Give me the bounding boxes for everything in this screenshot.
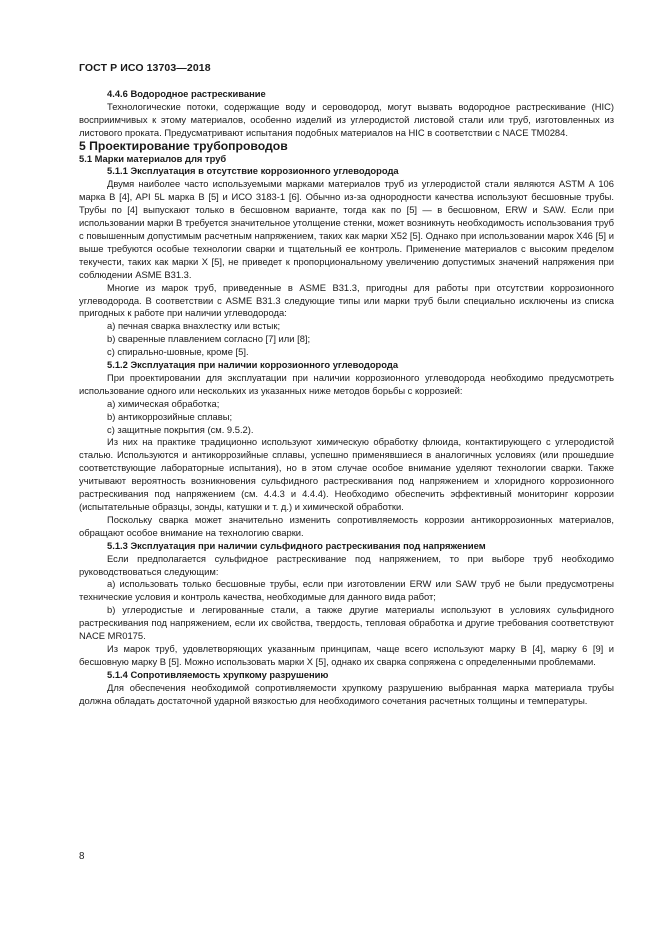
page-number: 8 <box>79 851 85 862</box>
paragraph: Из них на практике традиционно используют химическую обработку флюида, контактирующего с углеродистой сталью. Используются и антикоррозийные сплавы, успешно применявшиеся в аналогичных условиях (или прошедшие соответствующие лабораторные испытания), но в этом случае особое внимание уделяют технологии сварки. Также учитывают вероятность возникновения сульфидного растрескивания под напряжением и хлоридного коррозионного растрескивания под напряжением (см. 4.4.3 и 4.4.4). Необходимо обеспечить эффективный мониторинг коррозии (испытательные образцы, зонды, катушки и т. д.) и химической обработки. <box>79 436 614 512</box>
section-5-1-1-title: 5.1.1 Эксплуатация в отсутствие коррозионного углеводорода <box>107 165 399 177</box>
list-item: a) химическая обработка; <box>107 397 220 409</box>
paragraph: Поскольку сварка может значительно изменить сопротивляемость коррозии антикоррозионных материалов, обращают особое внимание на технологию сварки. <box>79 513 614 538</box>
list-item: c) защитные покрытия (см. 9.5.2). <box>107 423 254 435</box>
document-header: ГОСТ Р ИСО 13703—2018 <box>79 62 211 74</box>
section-4-4-6-title: 4.4.6 Водородное растрескивание <box>107 88 266 99</box>
section-5-1-4-title: 5.1.4 Сопротивляемость хрупкому разрушению <box>107 668 329 680</box>
section-5-title: 5 Проектирование трубопроводов <box>79 138 288 153</box>
page-content <box>79 88 614 708</box>
list-item: a) использовать только бесшовные трубы, если при изготовлении ERW или SAW труб не были предусмотрены технические условия и контроль качества, необходимые для данного вида работ; <box>79 578 614 603</box>
paragraph: Из марок труб, удовлетворяющих указанным принципам, чаще всего используют марку B [4], марку 6 [9] и бесшовную марку B [5]. Можно использовать марки X [5], однако их сварка сопряжена с определенными проблемами. <box>79 642 614 667</box>
paragraph: При проектировании для эксплуатации при наличии коррозионного углеводорода необходимо предусмотреть использование одного или нескольких из указанных ниже методов борьбы с коррозией: <box>79 371 614 396</box>
paragraph: Если предполагается сульфидное растрескивание под напряжением, то при выборе труб необходимо руководствоваться следующим: <box>79 552 614 577</box>
list-item: b) углеродистые и легированные стали, а также другие материалы используют в условиях сульфидного растрескивания под напряжением, если их свойства, твердость, тепловая обработка и другие требования соответствуют NACE MR0175. <box>79 604 614 642</box>
section-5-1-title: 5.1 Марки материалов для труб <box>79 152 227 164</box>
list-item: c) спирально-шовные, кроме [5]. <box>107 346 249 358</box>
section-5-1-2-title: 5.1.2 Эксплуатация при наличии коррозионного углеводорода <box>107 359 399 371</box>
list-item: b) антикоррозийные сплавы; <box>107 410 233 422</box>
paragraph: Двумя наиболее часто используемыми марками материалов труб из углеродистой стали являются ASTM A 106 марка B [4], API 5L марка B [5] и ИСО 3183-1 [6]. Обычно из-за однородности качества используют бесшовные трубы. Трубы по [4] выпускают только в бесшовном варианте, тогда как по [5] — в бесшовном, ERW и SAW. Если при использовании марки B требуется значительное утолщение стенки, может возникнуть необходимость использования труб с повышенным допустимым расчетным напряжением, таких как марки X52 [5]. Однако при использовании марок X46 [5] и выше требуются особые технологии сварки и тщательный ее контроль. Применение материалов с высоким пределом текучести, таких как марки X [5], не приведет к пропорциональному увеличению допустимых значений напряжения при соблюдении ASME B31.3. <box>79 178 614 280</box>
section-5-1-3-title: 5.1.3 Эксплуатация при наличии сульфидного растрескивания под напряжением <box>107 539 486 551</box>
section-4-4-6-text: Технологические потоки, содержащие воду и сероводород, могут вызвать водородное растрескивание (HIC) восприимчивых к этому материалов, особенно изделий из углеродистой листовой стали или труб, изготовленных из листового проката. Предусматривают испытания подобных материалов на HIC в соответствии с NACE TM0284. <box>79 100 614 138</box>
list-item: b) сваренные плавлением согласно [7] или [8]; <box>107 333 311 345</box>
paragraph: Для обеспечения необходимой сопротивляемости хрупкому разрушению выбранная марка материала трубы должна обладать достаточной ударной вязкостью для необходимого сочетания расчетных толщины и температуры. <box>79 681 614 706</box>
paragraph: Многие из марок труб, приведенные в ASME B31.3, пригодны для работы при отсутствии коррозионного углеводорода. В соответствии с ASME B31.3 следующие типы или марки труб были специально исключены из списка пригодных к работе при наличии углеводорода: <box>79 281 614 319</box>
list-item: a) печная сварка внахлестку или встык; <box>107 320 281 332</box>
